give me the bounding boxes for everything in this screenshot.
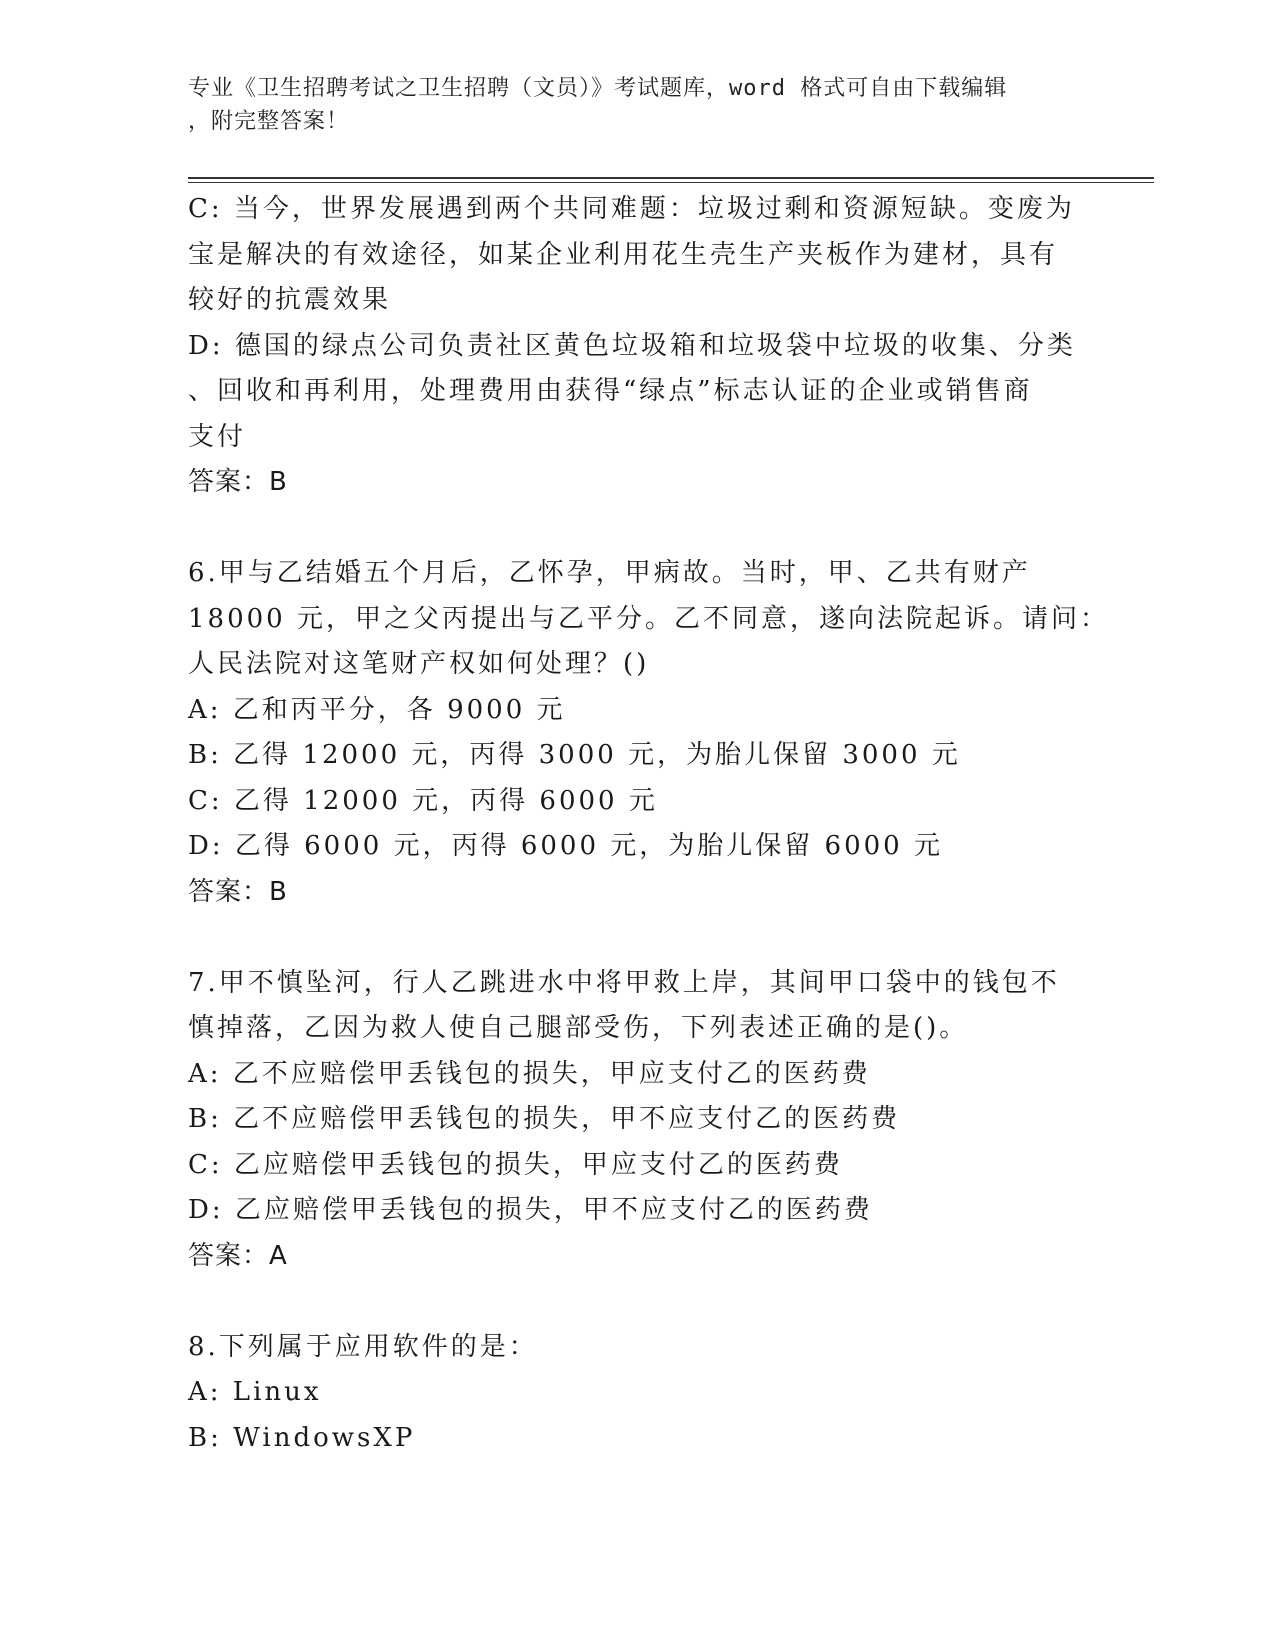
q6-option-b: B: 乙得 12000 元，丙得 3000 元，为胎儿保留 3000 元 — [188, 740, 961, 770]
q7-option-c: C: 乙应赔偿甲丢钱包的损失，甲应支付乙的医药费 — [188, 1149, 843, 1180]
q5-option-c-line-1: C: 当今，世界发展遇到两个共同难题：垃圾过剩和资源短缺。变废为 — [188, 194, 1075, 224]
q6-question-line-1: 6.甲与乙结婚五个月后，乙怀孕，甲病故。当时，甲、乙共有财产 — [188, 558, 1031, 588]
q7-answer: 答案：A — [188, 1240, 288, 1271]
q7-question-line-1: 7.甲不慎坠河，行人乙跳进水中将甲救上岸，其间甲口袋中的钱包不 — [188, 967, 1060, 998]
question-5-block — [188, 187, 1088, 506]
spacer — [188, 915, 1088, 961]
question-6-block — [188, 551, 1109, 915]
q5-option-d-line-1: D: 德国的绿点公司负责社区黄色垃圾箱和垃圾袋中垃圾的收集、分类 — [188, 330, 1076, 361]
document-header — [188, 72, 1068, 138]
spacer — [188, 1279, 1088, 1325]
document-body — [188, 187, 1109, 1461]
question-8-block — [188, 1325, 1088, 1462]
q7-option-b: B: 乙不应赔偿甲丢钱包的损失，甲不应支付乙的医药费 — [188, 1104, 901, 1134]
header-rule-thin — [188, 182, 1154, 183]
q7-option-a: A: 乙不应赔偿甲丢钱包的损失，甲应支付乙的医药费 — [188, 1058, 871, 1089]
q6-question-line-2: 18000 元，甲之父丙提出与乙平分。乙不同意，遂向法院起诉。请问： — [188, 603, 1109, 634]
q8-option-b: B: WindowsXP — [188, 1422, 416, 1453]
q6-answer: 答案：B — [188, 876, 288, 907]
q7-question-line-2: 慎掉落，乙因为救人使自己腿部受伤，下列表述正确的是()。 — [188, 1013, 969, 1043]
q5-option-c-line-3: 较好的抗震效果 — [188, 285, 392, 315]
q6-question-line-3: 人民法院对这笔财产权如何处理？() — [188, 649, 650, 679]
q8-question: 8.下列属于应用软件的是： — [188, 1331, 538, 1362]
q5-option-c-line-2: 宝是解决的有效途径，如某企业利用花生壳生产夹板作为建材，具有 — [188, 239, 1059, 270]
question-7-block — [188, 961, 1088, 1280]
q5-option-d-line-3: 支付 — [188, 421, 247, 452]
spacer — [188, 506, 1088, 552]
q8-option-a: A: Linux — [188, 1377, 322, 1407]
q5-answer: 答案：B — [188, 467, 288, 497]
q7-option-d: D: 乙应赔偿甲丢钱包的损失，甲不应支付乙的医药费 — [188, 1195, 873, 1225]
header-line-2: ，附完整答案！ — [188, 109, 350, 134]
q6-option-d: D: 乙得 6000 元，丙得 6000 元，为胎儿保留 6000 元 — [188, 831, 943, 861]
header-rule-thick — [188, 177, 1154, 179]
q6-option-c: C: 乙得 12000 元，丙得 6000 元 — [188, 785, 658, 816]
q6-option-a: A: 乙和丙平分，各 9000 元 — [188, 694, 566, 725]
header-line-1: 专业《卫生招聘考试之卫生招聘（文员）》考试题库，word 格式可自由下载编辑 — [188, 76, 1008, 101]
q5-option-d-line-2: 、回收和再利用，处理费用由获得“绿点”标志认证的企业或销售商 — [188, 376, 1033, 406]
